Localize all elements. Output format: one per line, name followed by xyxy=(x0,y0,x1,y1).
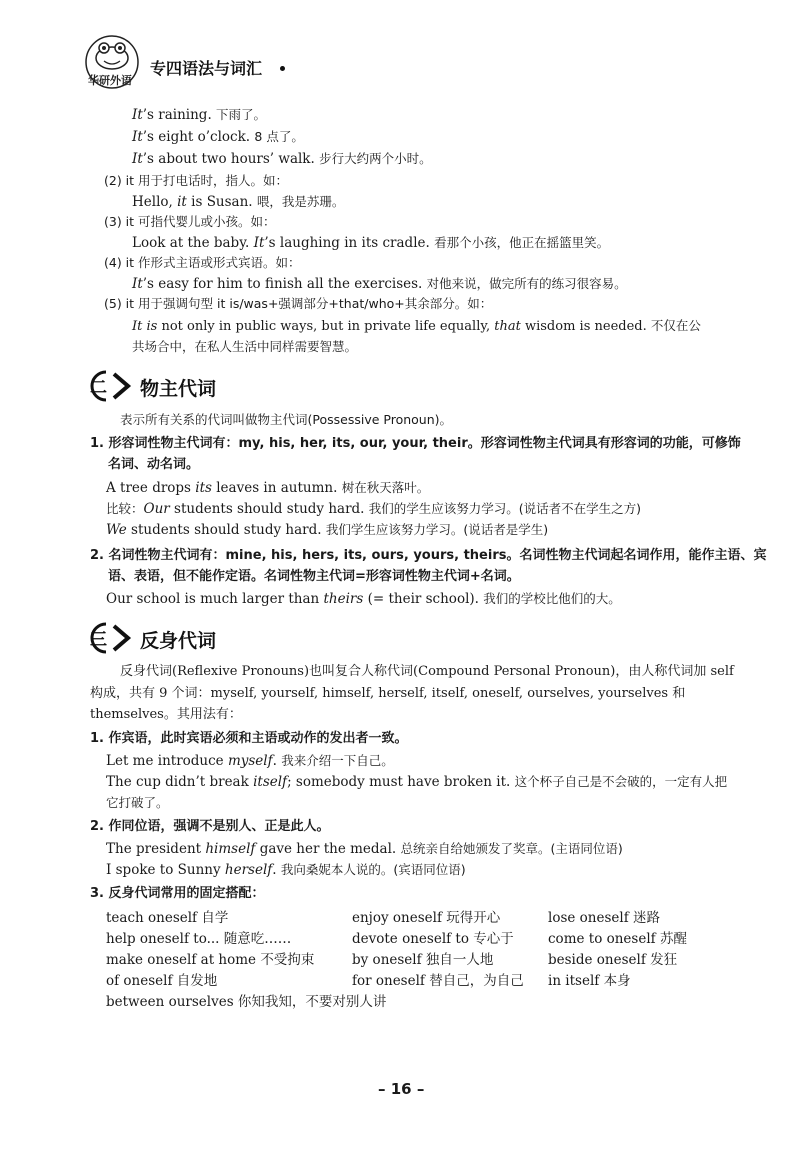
phrase-item: lose oneself 迷路 xyxy=(548,910,660,926)
example-line: The president himself gave her the medal. 总统亲自给她颁发了奖章。(主语同位语) xyxy=(106,841,623,857)
phrase-item: by oneself 独自一人地 xyxy=(352,952,494,968)
phrase-item: of oneself 自发地 xyxy=(106,973,218,989)
phrase-item: beside oneself 发狂 xyxy=(548,952,678,968)
example-line: It’s raining. 下雨了。 xyxy=(132,107,267,123)
phrase-item: devote oneself to 专心于 xyxy=(352,931,514,947)
point-heading: 名词、动名词。 xyxy=(108,457,200,472)
phrase-item: in itself 本身 xyxy=(548,973,631,989)
example-line: The cup didn’t break itself; somebody must have broken it. 这个杯子自己是不会破的，一定有人把 xyxy=(106,774,728,790)
point-heading: 2. 作同位语，强调不是别人、正是此人。 xyxy=(90,819,330,834)
point-heading: 语、表语，但不能作定语。名词性物主代词=形容词性物主代词+名词。 xyxy=(108,569,520,584)
example-line: 共场合中，在私人生活中同样需要智慧。 xyxy=(132,339,358,354)
section-intro: 构成，共有 9 个词：myself, yourself, himself, herself, itself, oneself, ourselves, yourselves 和 xyxy=(90,686,686,701)
example-line: A tree drops its leaves in autumn. 树在秋天落叶。 xyxy=(106,480,430,496)
point-heading: 2. 名词性物主代词有：mine, his, hers, its, ours, yours, theirs。名词性物主代词起名词作用，能作主语、宾 xyxy=(90,548,767,563)
point-heading: 1. 形容词性物主代词有：my, his, her, its, our, your, their。形容词性物主代词具有形容词的功能，可修饰 xyxy=(90,436,741,451)
phrase-item: for oneself 替自己，为自己 xyxy=(352,973,524,989)
svg-text:二: 二 xyxy=(90,378,107,398)
example-line: It’s eight o’clock. 8 点了。 xyxy=(132,129,304,145)
example-line: Look at the baby. It’s laughing in its cradle. 看那个小孩，他正在摇篮里笑。 xyxy=(132,235,610,251)
point-heading: 1. 作宾语，此时宾语必须和主语或动作的发出者一致。 xyxy=(90,731,408,746)
section-intro: 反身代词(Reflexive Pronouns)也叫复合人称代词(Compound Personal Pronoun)，由人称代词加 self xyxy=(120,664,734,679)
section-heading-2 xyxy=(78,369,478,405)
section-intro: themselves。其用法有： xyxy=(90,707,242,722)
phrase-item: make oneself at home 不受拘束 xyxy=(106,952,315,968)
svg-text:三: 三 xyxy=(90,630,107,650)
section-badge-icon xyxy=(78,621,136,655)
section-title: 反身代词 xyxy=(140,630,217,652)
logo-text: 华研外语 xyxy=(88,74,132,87)
example-line: It’s about two hours’ walk. 步行大约两个小时。 xyxy=(132,151,432,167)
phrase-item: teach oneself 自学 xyxy=(106,910,229,926)
section-intro: 表示所有关系的代词叫做物主代词(Possessive Pronoun)。 xyxy=(120,412,453,427)
phrase-item: come to oneself 苏醒 xyxy=(548,931,687,947)
example-line: 它打破了。 xyxy=(106,795,169,810)
usage-item-3: (3) it 可指代婴儿或小孩。如： xyxy=(104,214,276,229)
header-title: 专四语法与词汇 xyxy=(150,59,263,78)
usage-item-2: (2) it 用于打电话时，指人。如： xyxy=(104,173,289,188)
example-line: We students should study hard. 我们学生应该努力学习。(说话者是学生) xyxy=(106,522,549,538)
example-line: Let me introduce myself. 我来介绍一下自己。 xyxy=(106,753,394,769)
example-line: 比较：Our students should study hard. 我们的学生应该努力学习。(说话者不在学生之方) xyxy=(106,501,642,517)
point-heading: 3. 反身代词常用的固定搭配： xyxy=(90,886,265,901)
example-line: I spoke to Sunny herself. 我向桑妮本人说的。(宾语同位语) xyxy=(106,862,466,878)
page-header xyxy=(84,34,724,94)
phrase-item: between ourselves 你知我知，不要对别人讲 xyxy=(106,994,387,1010)
phrase-item: help oneself to... 随意吃…… xyxy=(106,931,292,947)
section-badge-icon xyxy=(78,369,136,403)
example-line: It’s easy for him to finish all the exercises. 对他来说，做完所有的练习很容易。 xyxy=(132,276,627,292)
example-line: Our school is much larger than theirs (= their school). 我们的学校比他们的大。 xyxy=(106,591,621,607)
usage-item-5: (5) it 用于强调句型 it is/was+强调部分+that/who+其余部分。如： xyxy=(104,296,493,311)
usage-item-4: (4) it 作形式主语或形式宾语。如： xyxy=(104,255,301,270)
example-line: Hello, it is Susan. 喂，我是苏珊。 xyxy=(132,194,345,210)
section-title: 物主代词 xyxy=(140,378,217,400)
page-number: – 16 – xyxy=(378,1080,425,1098)
header-dot xyxy=(280,66,285,71)
phrase-item: enjoy oneself 玩得开心 xyxy=(352,910,501,926)
example-line: It is not only in public ways, but in private life equally, that wisdom is needed. 不仅在公 xyxy=(132,318,701,334)
section-heading-3 xyxy=(78,621,478,657)
